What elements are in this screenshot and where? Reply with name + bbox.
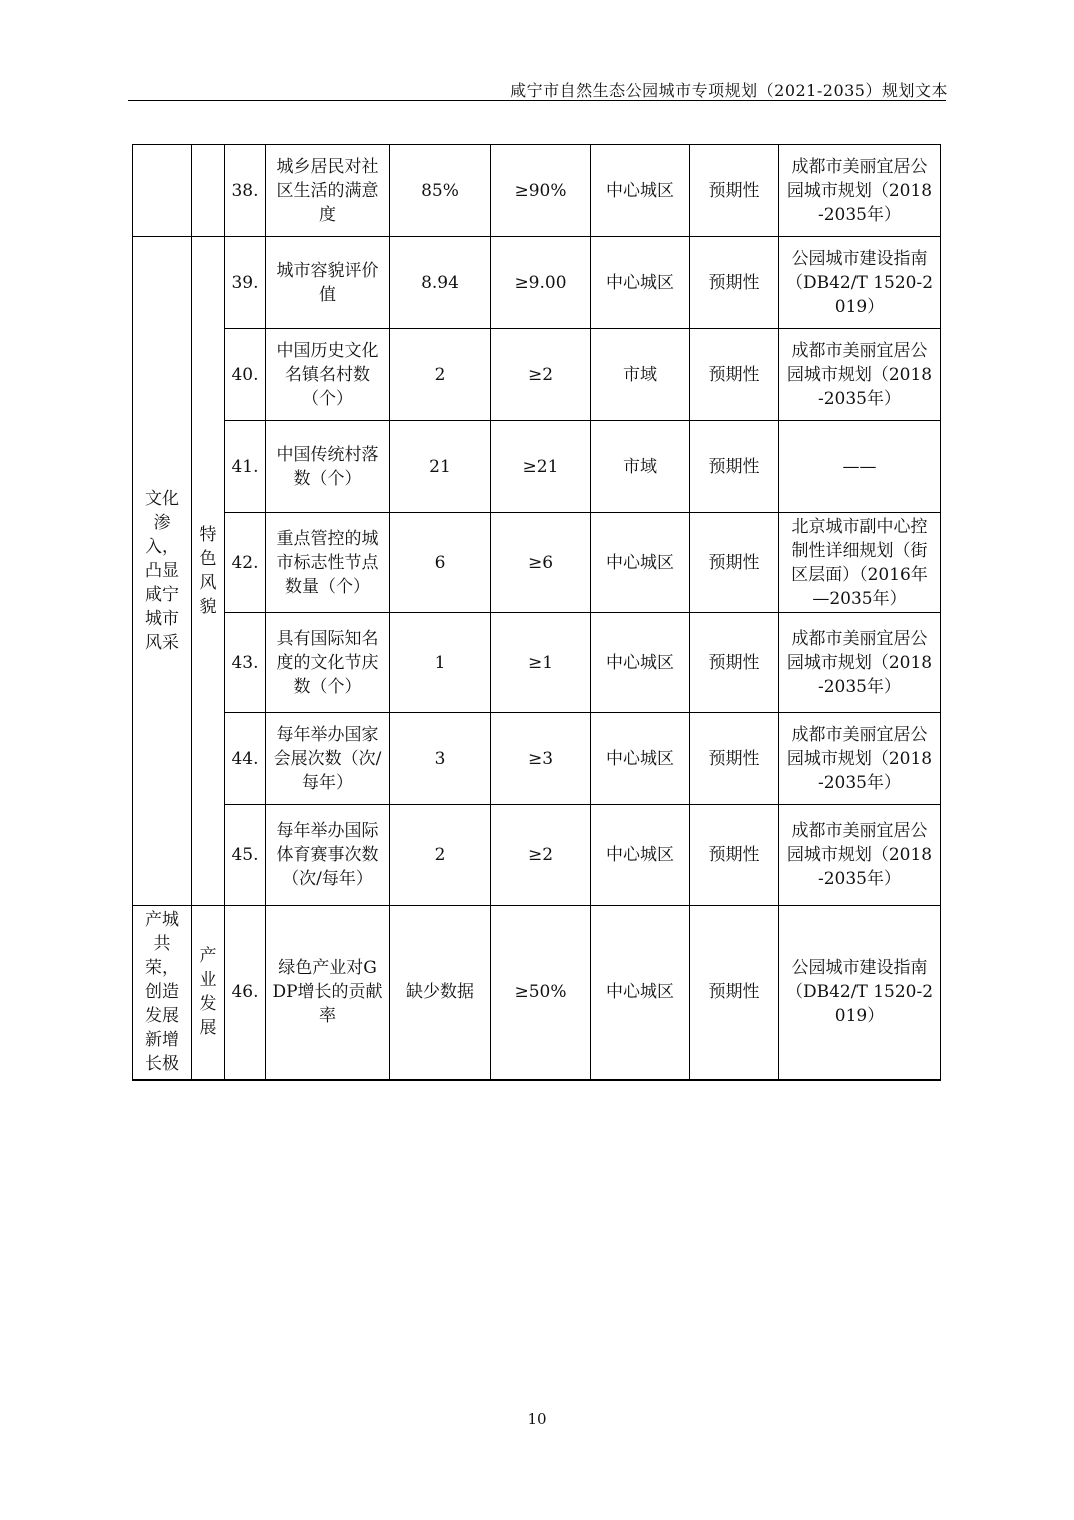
row-number: 38. <box>225 145 266 237</box>
table-row <box>133 421 941 513</box>
scope: 市域 <box>591 329 690 421</box>
target-value: ≥1 <box>491 613 591 713</box>
source: 公园城市建设指南（DB42/T 1520-2019） <box>779 906 941 1080</box>
target-value: ≥50% <box>491 906 591 1080</box>
source: 成都市美丽宜居公园城市规划（2018-2035年） <box>779 613 941 713</box>
current-value: 2 <box>390 329 491 421</box>
indicator-name: 城乡居民对社区生活的满意度 <box>266 145 390 237</box>
target-value: ≥6 <box>491 513 591 613</box>
table-row <box>133 329 941 421</box>
indicator-name: 具有国际知名度的文化节庆数（个） <box>266 613 390 713</box>
header-title: 咸宁市自然生态公园城市专项规划（2021-2035）规划文本 <box>510 81 948 100</box>
row-number: 40. <box>225 329 266 421</box>
row-number: 42. <box>225 513 266 613</box>
nature: 预期性 <box>690 805 779 906</box>
sub-dimension-cell: 特色风貌 <box>192 237 225 906</box>
source: 北京城市副中心控制性详细规划（街区层面）（2016年—2035年） <box>779 513 941 613</box>
scope: 中心城区 <box>591 713 690 805</box>
source: —— <box>779 421 941 513</box>
target-value: ≥90% <box>491 145 591 237</box>
indicator-name: 中国历史文化名镇名村数（个） <box>266 329 390 421</box>
row-number: 46. <box>225 906 266 1080</box>
current-value: 2 <box>390 805 491 906</box>
row-number: 39. <box>225 237 266 329</box>
indicator-name: 绿色产业对GDP增长的贡献率 <box>266 906 390 1080</box>
current-value: 85% <box>390 145 491 237</box>
row-number: 45. <box>225 805 266 906</box>
source: 成都市美丽宜居公园城市规划（2018-2035年） <box>779 805 941 906</box>
nature: 预期性 <box>690 713 779 805</box>
row-number: 43. <box>225 613 266 713</box>
nature: 预期性 <box>690 513 779 613</box>
scope: 中心城区 <box>591 613 690 713</box>
nature: 预期性 <box>690 906 779 1080</box>
current-value: 1 <box>390 613 491 713</box>
scope: 中心城区 <box>591 513 690 613</box>
table-row <box>133 713 941 805</box>
row-number: 41. <box>225 421 266 513</box>
target-value: ≥2 <box>491 805 591 906</box>
nature: 预期性 <box>690 329 779 421</box>
scope: 中心城区 <box>591 805 690 906</box>
indicator-name: 中国传统村落数（个） <box>266 421 390 513</box>
sub-dimension-cell: 产业发展 <box>192 906 225 1080</box>
sub-dimension-cell-blank <box>192 145 225 237</box>
indicator-name: 城市容貌评价值 <box>266 237 390 329</box>
table-row <box>133 513 941 613</box>
target-value: ≥3 <box>491 713 591 805</box>
table-row <box>133 906 941 1080</box>
table-row <box>133 145 941 237</box>
source: 成都市美丽宜居公园城市规划（2018-2035年） <box>779 329 941 421</box>
dimension-cell-blank <box>133 145 192 237</box>
source: 成都市美丽宜居公园城市规划（2018-2035年） <box>779 713 941 805</box>
current-value: 8.94 <box>390 237 491 329</box>
table-row <box>133 805 941 906</box>
nature: 预期性 <box>690 145 779 237</box>
source: 公园城市建设指南（DB42/T 1520-2019） <box>779 237 941 329</box>
indicator-name: 重点管控的城市标志性节点数量（个） <box>266 513 390 613</box>
dimension-cell: 文化渗入，凸显咸宁城市风采 <box>133 237 192 906</box>
current-value: 21 <box>390 421 491 513</box>
indicator-name: 每年举办国家会展次数（次/每年） <box>266 713 390 805</box>
current-value: 3 <box>390 713 491 805</box>
indicator-name: 每年举办国际体育赛事次数（次/每年） <box>266 805 390 906</box>
scope: 中心城区 <box>591 906 690 1080</box>
table-row <box>133 613 941 713</box>
table-row <box>133 237 941 329</box>
dimension-cell: 产城共荣，创造发展新增长极 <box>133 906 192 1080</box>
nature: 预期性 <box>690 237 779 329</box>
scope: 市域 <box>591 421 690 513</box>
target-value: ≥9.00 <box>491 237 591 329</box>
header-rule <box>128 100 946 101</box>
page-number: 10 <box>527 1410 547 1428</box>
indicator-table <box>132 144 941 1081</box>
current-value: 6 <box>390 513 491 613</box>
source: 成都市美丽宜居公园城市规划（2018-2035年） <box>779 145 941 237</box>
target-value: ≥2 <box>491 329 591 421</box>
row-number: 44. <box>225 713 266 805</box>
scope: 中心城区 <box>591 145 690 237</box>
nature: 预期性 <box>690 421 779 513</box>
target-value: ≥21 <box>491 421 591 513</box>
nature: 预期性 <box>690 613 779 713</box>
scope: 中心城区 <box>591 237 690 329</box>
current-value: 缺少数据 <box>390 906 491 1080</box>
